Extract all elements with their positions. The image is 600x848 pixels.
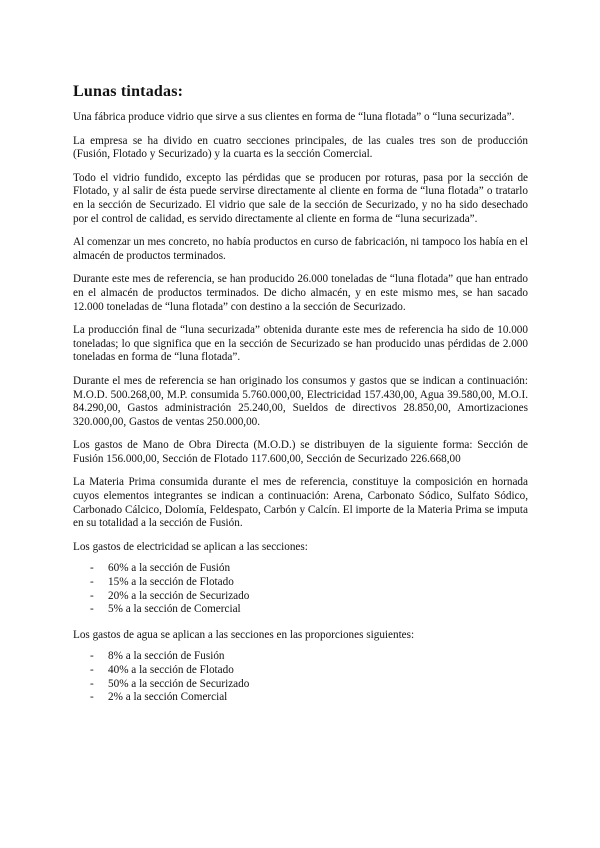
list-item-text: 20% a la sección de Securizado <box>108 589 250 602</box>
list-item <box>90 576 528 590</box>
bullet-dash: - <box>90 603 94 616</box>
bullet-dash: - <box>90 589 94 602</box>
paragraph-raw-material: La Materia Prima consumida durante el mes de referencia, constituye la composición en hornada cuyos elementos integrantes se indican a continuación: Arena, Carbonato Sódico, Sulfato Sódico, Carbonado Cálcico, Dolomía, Feldespato, Carbón y Calcín. El importe de la Materia Prima se imputa en su totalidad a la sección de Fusión. <box>73 476 528 530</box>
list-item <box>90 590 528 604</box>
list-item <box>90 562 528 576</box>
list-item <box>90 678 528 692</box>
list-item-text: 2% a la sección Comercial <box>108 691 228 704</box>
bullet-dash: - <box>90 677 94 690</box>
list-item-text: 60% a la sección de Fusión <box>108 562 231 575</box>
electricity-intro: Los gastos de electricidad se aplican a las secciones: <box>73 540 308 553</box>
list-item-text: 50% a la sección de Securizado <box>108 677 250 690</box>
bullet-dash: - <box>90 576 94 589</box>
bullet-dash: - <box>90 691 94 704</box>
list-item <box>90 603 528 617</box>
paragraph-sections: La empresa se ha divido en cuatro secciones principales, de las cuales tres son de producción (Fusión, Flotado y Securizado) y la cuarta es la sección Comercial. <box>73 134 528 161</box>
list-item-text: 40% a la sección de Flotado <box>108 664 234 676</box>
paragraph-final-production: La producción final de “luna securizada” obtenida durante este mes de referencia ha sido de 10.000 toneladas; lo que significa que en la sección de Securizado se han producido unas pérdidas de 2.000 toneladas en forma de “luna flotada”. <box>73 324 528 364</box>
list-item <box>90 664 528 678</box>
paragraph-process: Todo el vidrio fundido, excepto las pérdidas que se producen por roturas, pasa por la sección de Flotado, y al salir de ésta puede servirse directamente al cliente en forma de “luna flotada” o tratarlo en la sección de Securizado. El vidrio que sale de la sección de Securizado, y no ha sido desechado por el control de calidad, es servido directamente al cliente en forma de “luna securizada”. <box>73 171 528 225</box>
list-item-text: 15% a la sección de Flotado <box>108 576 234 589</box>
bullet-dash: - <box>90 650 94 663</box>
paragraph-production: Durante este mes de referencia, se han producido 26.000 toneladas de “luna flotada” que han entrado en el almacén de productos terminados. De dicho almacén, y en este mismo mes, se han sacado 12.000 toneladas de “luna flotada” con destino a la sección de Securizado. <box>73 273 528 313</box>
paragraph-costs: Durante el mes de referencia se han originado los consumos y gastos que se indican a continuación: M.O.D. 500.268,00, M.P. consumida 5.760.000,00, Electricidad 157.430,00, Agua 39.580,00, M.O.I. 84.290,00, Gastos administración 25.240,00, Sueldos de directivos 28.850,00, Amortizaciones 320.000,00, Gastos de ventas 250.000,00. <box>73 374 528 428</box>
paragraph-intro: Una fábrica produce vidrio que sirve a sus clientes en forma de “luna flotada” o “luna securizada”. <box>73 111 515 123</box>
bullet-dash: - <box>90 664 94 676</box>
list-item-text: 5% a la sección de Comercial <box>108 603 241 616</box>
paragraph-mod: Los gastos de Mano de Obra Directa (M.O.D.) se distribuyen de la siguiente forma: Sección de Fusión 156.000,00, Sección de Flotado 117.600,00, Sección de Securizado 226.668,00 <box>73 439 528 465</box>
list-item <box>90 691 528 705</box>
list-item-text: 8% a la sección de Fusión <box>108 650 225 663</box>
document-page <box>73 82 528 717</box>
water-list <box>90 650 528 704</box>
bullet-dash: - <box>90 562 94 575</box>
paragraph-start-month: Al comenzar un mes concreto, no había productos en curso de fabricación, ni tampoco los había en el almacén de productos terminados. <box>73 236 528 262</box>
list-item <box>90 650 528 664</box>
document-title: Lunas tintadas: <box>73 83 184 100</box>
electricity-list <box>90 562 528 616</box>
water-intro: Los gastos de agua se aplican a las secciones en las proporciones siguientes: <box>73 628 415 641</box>
